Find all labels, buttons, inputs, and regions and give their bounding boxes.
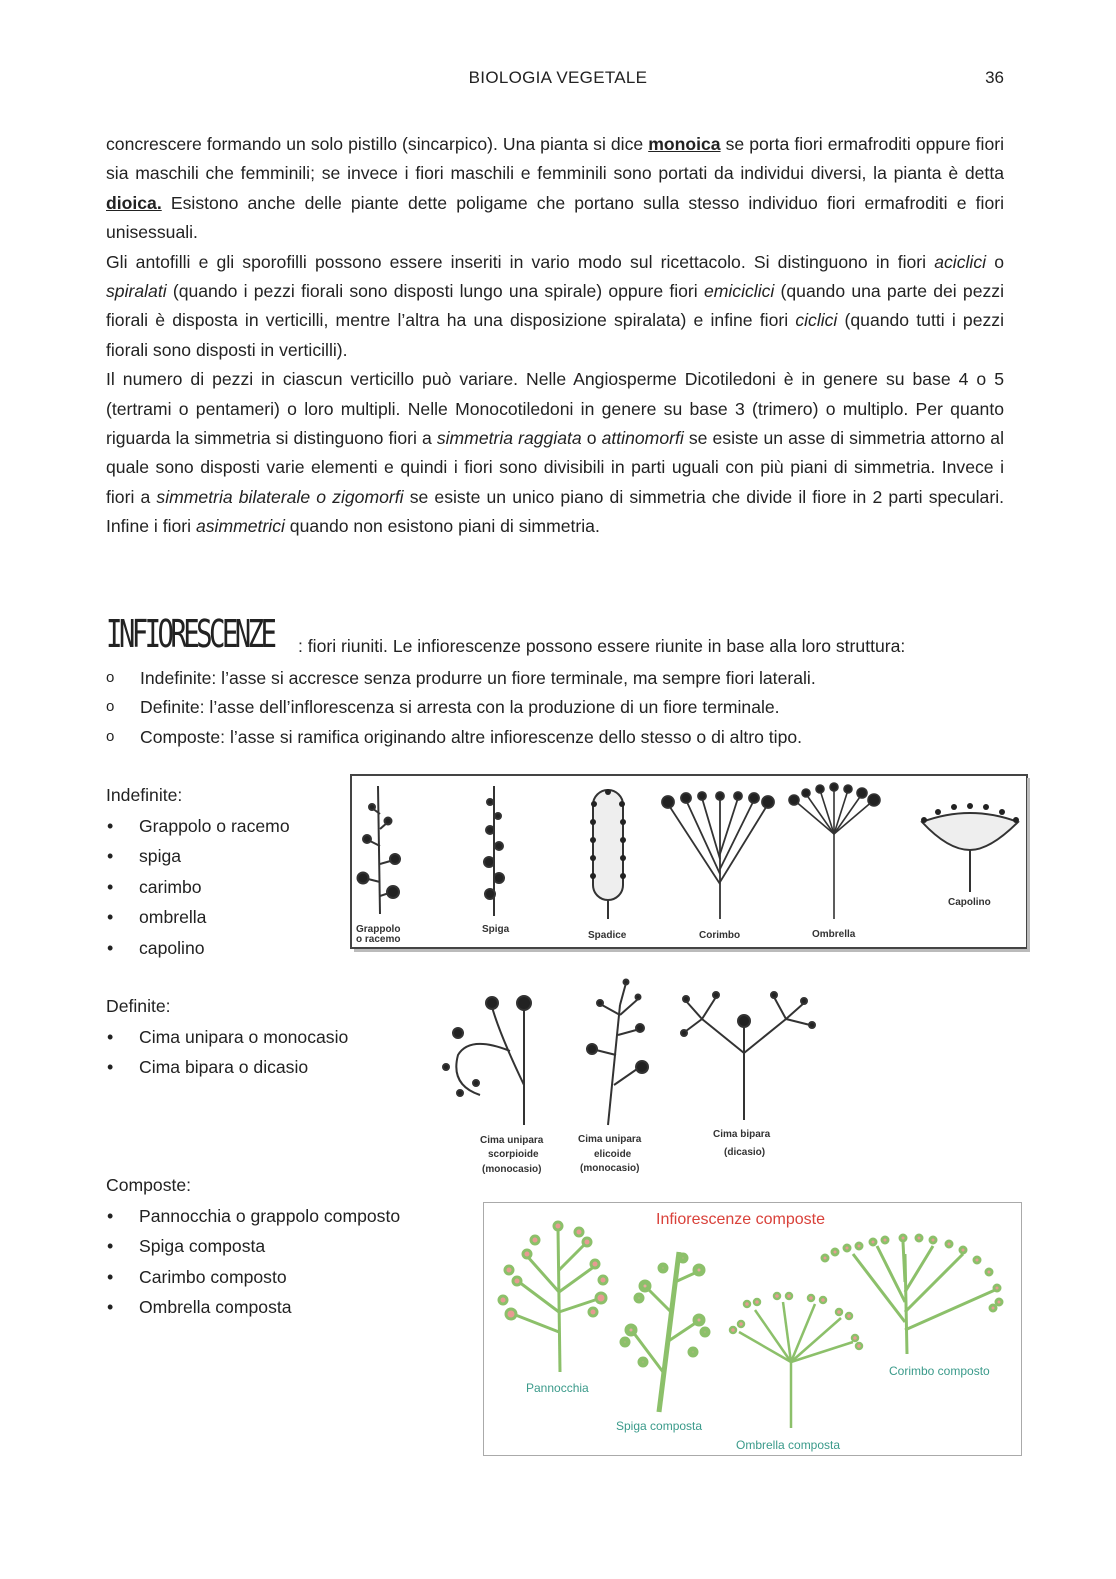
header-title: BIOLOGIA VEGETALE xyxy=(468,68,648,87)
section-intro: : fiori riuniti. Le infiorescenze possono essere riunite in base alla loro struttura: xyxy=(298,636,906,656)
list-item: • ombrella xyxy=(106,902,290,933)
paragraph-1: concrescere formando un solo pistillo (sincarpico). Una pianta si dice monoica se porta fiori ermafroditi oppure fiori sia maschili che femminili; se invece i fiori maschili e femminili sono portati da individui diversi, la pianta è detta dioica. Esistono anche delle piante dette poligame che portano sulla stesso individuo fiori ermafroditi e fiori unisessuali. xyxy=(106,134,1004,243)
caption-ombrella: Ombrella xyxy=(812,929,856,940)
composte-figure-title: Infiorescenze composte xyxy=(656,1211,825,1228)
list-item: • Cima bipara o dicasio xyxy=(106,1052,348,1083)
group-heading: Composte: xyxy=(106,1175,192,1195)
caption-scorpioide-2: scorpioide xyxy=(488,1149,539,1160)
caption-corimbo-composto: Corimbo composto xyxy=(889,1364,990,1378)
caption-spadice: Spadice xyxy=(588,930,627,941)
caption-racemo: o racemo xyxy=(356,934,401,945)
caption-bipara-1: Cima bipara xyxy=(713,1129,771,1140)
caption-scorpioide-1: Cima unipara xyxy=(480,1135,544,1146)
list-item: • Spiga composta xyxy=(106,1231,400,1262)
list-item: • Cima unipara o monocasio xyxy=(106,1022,348,1053)
term-monoica: monoica xyxy=(648,134,721,154)
bipara-drawing xyxy=(681,992,815,1120)
caption-elicoide-2: elicoide xyxy=(594,1149,632,1160)
paragraph-3: Il numero di pezzi in ciascun verticillo può variare. Nelle Angiosperme Dicotiledoni è in genere su base 4 o 5 (tertrami o pentameri) o loro multipli. Nelle Monocotiledoni in genere su base 3 (trimero) o multiplo. Per quanto riguarda la simmetria si distinguono fiori a simmetria raggiata o attinomorfi se esiste un asse di simmetria attorno al quale sono disposti varie elementi e quindi i fiori sono divisibili in parti uguali con più piani di simmetria. Invece i fiori a simmetria bilaterale o zigomorfi se esiste un unico piano di simmetria che divide il fiore in 2 parti speculari. Infine i fiori asimmetrici quando non esistono piani di simmetria. xyxy=(106,369,1004,537)
caption-corimbo: Corimbo xyxy=(699,930,741,941)
list-item: • spiga xyxy=(106,841,290,872)
caption-capolino: Capolino xyxy=(948,897,991,908)
caption-spiga: Spiga xyxy=(482,924,510,935)
section-title: INFIORESCENZE xyxy=(106,612,274,656)
list-item: • Grappolo o racemo xyxy=(106,811,290,842)
page-number: 36 xyxy=(985,68,1004,87)
list-item: • capolino xyxy=(106,933,290,964)
term-dioica: dioica. xyxy=(106,192,162,213)
composte-figure xyxy=(483,1202,1023,1458)
list-item: • Carimbo composto xyxy=(106,1262,400,1293)
list-item: o Definite: l’asse dell’inflorescenza si arresta con la produzione di un fiore terminale. xyxy=(106,693,816,722)
caption-grappolo: Grappolo xyxy=(356,924,401,935)
indefinite-group xyxy=(106,780,290,964)
group-heading: Indefinite: xyxy=(106,785,183,805)
caption-elicoide-1: Cima unipara xyxy=(578,1134,642,1145)
list-item: • Pannocchia o grappolo composto xyxy=(106,1201,400,1232)
list-item: o Indefinite: l’asse si accresce senza produrre un fiore terminale, ma sempre fiori laterali. xyxy=(106,664,816,693)
group-heading: Definite: xyxy=(106,996,171,1016)
caption-bipara-2: (dicasio) xyxy=(724,1147,766,1158)
list-item: o Composte: l’asse si ramifica originando altre infiorescenze dello stesso o di altro tipo. xyxy=(106,723,816,752)
caption-elicoide-3: (monocasio) xyxy=(580,1163,640,1174)
composte-group xyxy=(106,1170,400,1323)
scorpioide-drawing xyxy=(443,996,531,1125)
elicoide-drawing xyxy=(587,980,648,1126)
definite-figure xyxy=(430,975,830,1180)
paragraph-2: Gli antofilli e gli sporofilli possono essere inseriti in vario modo sul ricettacolo. Si distinguono in fiori aciclici o spiralati (quando i pezzi fiorali sono disposti lungo una spirale) oppure fiori emiciclici (quando una parte dei pezzi fiorali è disposta in verticilli, mentre l’altra ha una disposizione spiralata) e infine fiori ciclici (quando tutti i pezzi fiorali sono disposti in verticilli). xyxy=(106,251,1005,360)
caption-spiga-composta: Spiga composta xyxy=(616,1419,703,1433)
caption-scorpioide-3: (monocasio) xyxy=(482,1164,542,1175)
inflorescence-types-list xyxy=(106,664,816,752)
caption-pannocchia: Pannocchia xyxy=(526,1381,589,1395)
list-item: • carimbo xyxy=(106,872,290,903)
list-item: • Ombrella composta xyxy=(106,1292,400,1323)
body-text xyxy=(106,130,1004,542)
indefinite-figure xyxy=(350,774,1030,952)
definite-group xyxy=(106,991,348,1083)
caption-ombrella-composta: Ombrella composta xyxy=(736,1438,841,1452)
